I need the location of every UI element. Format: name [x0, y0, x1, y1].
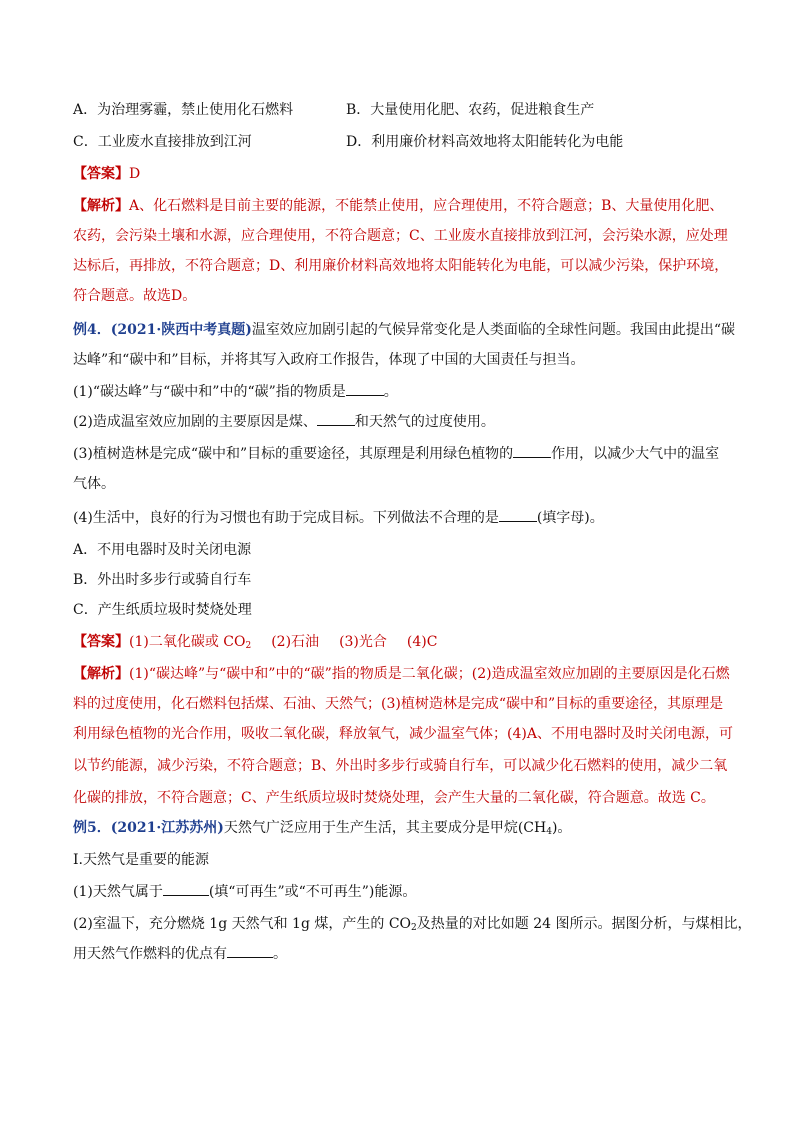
q4-sub2-end: 和天然气的过度使用。 — [354, 414, 495, 430]
q3-analysis-line-2: 农药，会污染土壤和水源，应合理使用，不符合题意；C、工业废水直接排放到江河，会污染水源，应处理 — [73, 228, 728, 244]
q4-sub1-text: (1)“碳达峰”与“碳中和”中的“碳”指的物质是 — [73, 384, 346, 400]
q3-analysis-line-1 — [73, 197, 723, 215]
answer-blank[interactable] — [513, 445, 551, 458]
q5-sub1 — [73, 883, 416, 901]
q3-option-b: B．大量使用化肥、农药，促进粮食生产 — [346, 102, 595, 118]
q4-sub3-end: 作用，以减少大气中的温室 — [551, 446, 720, 462]
q5-sub1-text: (1)天然气属于 — [73, 884, 163, 900]
q5-sub2 — [73, 915, 751, 937]
q4-option-a: A．不用电器时及时关闭电源 — [73, 542, 252, 558]
q3-answer — [73, 165, 140, 183]
q4-sub2-text: (2)造成温室效应加剧的主要原因是煤、 — [73, 414, 317, 430]
q4-sub3-text: (3)植树造林是完成“碳中和”目标的重要途径，其原理是利用绿色植物的 — [73, 446, 514, 462]
q4-analysis-line-5: 化碳的排放，不符合题意；C、产生纸质垃圾时焚烧处理，会产生大量的二氧化碳，符合题意。故选 C。 — [73, 790, 715, 806]
analysis-label: 【解析】 — [73, 666, 129, 682]
analysis-label: 【解析】 — [73, 198, 129, 214]
q5-sub1-end: (填“可再生”或“不可再生”)能源。 — [208, 884, 417, 900]
q5-source: (2021·江苏苏州) — [110, 820, 224, 836]
q5-sub2-text-2: 及热量的对比如题 24 图所示。据图分析，与煤相比， — [416, 916, 752, 932]
q4-analysis-line-4: 以节约能源，减少污染，不符合题意；B、外出时多步行或骑自行车，可以减少化石燃料的使用，减少二氧 — [73, 758, 728, 774]
q3-option-d: D．利用廉价材料高效地将太阳能转化为电能 — [346, 134, 624, 150]
answer-blank[interactable] — [346, 383, 384, 396]
q4-sub4-text: (4)生活中，良好的行为习惯也有助于完成目标。下列做法不合理的是 — [73, 510, 499, 526]
q5-stem-end: )。 — [551, 820, 572, 836]
q5-stem — [73, 819, 571, 841]
answer-blank[interactable] — [163, 883, 209, 896]
q5-stem-subscript: 4 — [546, 827, 552, 837]
q3-option-a: A．为治理雾霾，禁止使用化石燃料 — [73, 102, 294, 118]
q3-analysis-line-4: 符合题意。故选D。 — [73, 288, 197, 304]
q5-sub2-end: 。 — [273, 946, 287, 962]
analysis-text: A、化石燃料是目前主要的能源，不能禁止使用，应合理使用，不符合题意；B、大量使用化肥、 — [129, 198, 724, 214]
answer-3: (3)光合 — [339, 634, 387, 650]
q5-sub2-continued — [73, 945, 287, 963]
q4-stem-line-1 — [73, 321, 735, 339]
q4-sub3 — [73, 445, 719, 463]
q4-sub1-end: 。 — [383, 384, 398, 400]
q5-sub2-subscript: 2 — [411, 923, 417, 933]
q5-sub2-text: (2)室温下，充分燃烧 1g 天然气和 1g 煤，产生的 CO — [73, 916, 412, 932]
q5-label: 例5． — [73, 820, 111, 836]
q4-analysis-line-2: 料的过度使用，化石燃料包括煤、石油、天然气；(3)植树造林是完成“碳中和”目标的重要途径，其原理是 — [73, 696, 724, 712]
q3-option-c: C．工业废水直接排放到江河 — [73, 134, 252, 150]
q4-stem-line-2: 达峰”和“碳中和”目标，并将其写入政府工作报告，体现了中国的大国责任与担当。 — [73, 352, 585, 368]
answer-blank[interactable] — [317, 413, 355, 426]
answer-label: 【答案】 — [73, 166, 129, 182]
answer-4: (4)C — [406, 634, 438, 650]
q5-section-title: Ⅰ.天然气是重要的能源 — [73, 852, 209, 868]
answer-blank[interactable] — [227, 945, 273, 958]
q5-stem-text: 天然气广泛应用于生产生活，其主要成分是甲烷(CH — [223, 820, 547, 836]
answer-label: 【答案】 — [73, 634, 129, 650]
q5-sub2-cont-text: 用天然气作燃料的优点有 — [73, 946, 227, 962]
q4-sub4-end: (填字母)。 — [536, 510, 604, 526]
answer-blank[interactable] — [499, 509, 537, 522]
answer-1-subscript: 2 — [245, 641, 252, 651]
answer-value: D — [129, 166, 141, 182]
q4-sub4 — [73, 509, 604, 527]
q4-analysis-line-1 — [73, 665, 730, 683]
q4-stem-text: 温室效应加剧引起的气候异常变化是人类面临的全球性问题。我国由此提出“碳 — [251, 322, 735, 338]
q4-label: 例4． — [73, 322, 111, 338]
q4-sub1 — [73, 383, 398, 401]
answer-2: (2)石油 — [271, 634, 320, 650]
q4-sub2 — [73, 413, 495, 431]
q4-sub3-continued: 气体。 — [73, 476, 115, 492]
q3-analysis-line-3: 达标后，再排放，不符合题意；D、利用廉价材料高效地将太阳能转化为电能，可以减少污染，保护环境， — [73, 258, 729, 274]
answer-1: (1)二氧化碳或 CO — [129, 634, 246, 650]
q4-answer — [73, 633, 437, 655]
q4-option-c: C．产生纸质垃圾时焚烧处理 — [73, 602, 252, 618]
q4-option-b: B．外出时多步行或骑自行车 — [73, 572, 252, 588]
q4-source: (2021·陕西中考真题) — [110, 322, 252, 338]
q4-analysis-line-3: 利用绿色植物的光合作用，吸收二氧化碳，释放氧气，减少温室气体；(4)A、不用电器时及时关闭电源，可 — [73, 726, 733, 742]
analysis-text: (1)“碳达峰”与“碳中和”中的“碳”指的物质是二氧化碳；(2)造成温室效应加剧的主要原因是化石燃 — [129, 666, 730, 682]
